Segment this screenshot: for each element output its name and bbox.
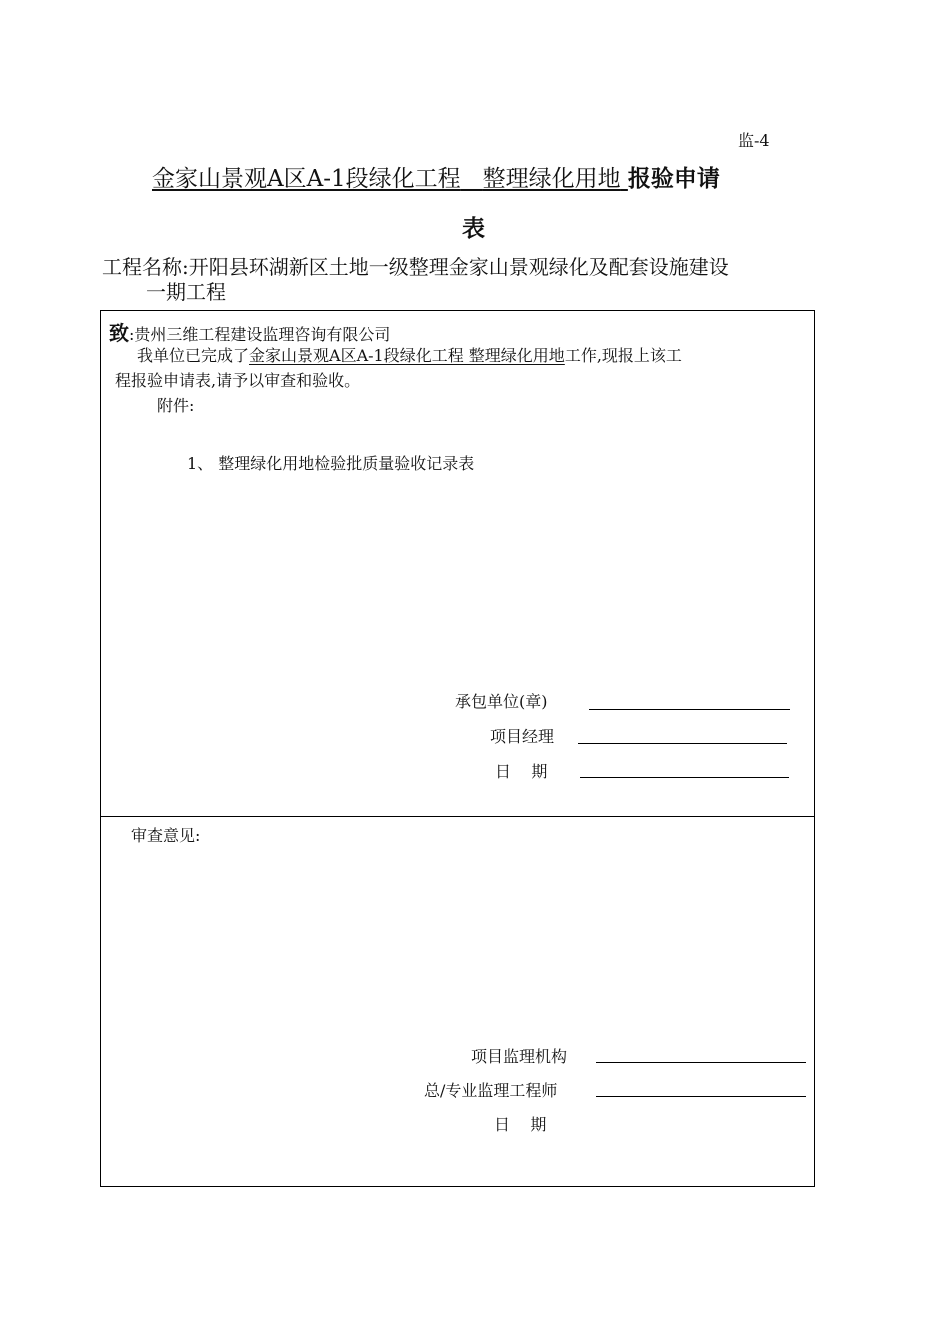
contractor-unit-label: 承包单位(章) [455,692,548,711]
supervising-engineer-label: 总/专业监理工程师 [424,1081,558,1100]
project-label: 工程名称: [102,255,189,279]
title-suffix: 报验申请 [627,166,720,192]
form-number: 监-4 [738,131,770,150]
form-title-line2: 表 [462,216,485,242]
contractor-date-label: 日 期 [495,762,548,781]
body-work-item: 金家山景观A区A-1段绿化工程 整理绿化用地 [249,346,565,365]
application-form-box [100,310,815,1187]
title-gap-2 [621,166,628,192]
section-divider [101,816,814,817]
review-date-label: 日 期 [494,1115,547,1134]
supervision-org-label: 项目监理机构 [471,1047,568,1066]
form-title [152,160,720,193]
request-body-line1 [137,343,682,366]
contractor-unit-signature-line[interactable] [589,709,790,710]
contractor-date-line[interactable] [580,777,789,778]
project-name-line2: 一期工程 [146,280,226,304]
title-project: 金家山景观A区A-1段绿化工程 [152,166,461,192]
project-manager-label: 项目经理 [490,727,555,746]
request-body-line2: 程报验申请表,请予以审查和验收。 [115,371,361,390]
to-value: :贵州三维工程建设监理咨询有限公司 [129,325,391,344]
addressee [109,317,390,346]
attachment-item: 1、 整理绿化用地检验批质量验收记录表 [187,454,475,473]
review-opinion-label: 审查意见: [131,826,201,845]
project-name: 开阳县环湖新区土地一级整理金家山景观绿化及配套设施建设 [188,255,729,279]
title-item: 整理绿化用地 [482,166,621,192]
supervising-engineer-signature-line[interactable] [596,1096,806,1097]
title-gap [461,166,483,192]
project-manager-signature-line[interactable] [578,743,787,744]
body-prefix: 我单位已完成了 [137,346,250,365]
body-suffix: 工作,现报上该工 [564,346,682,365]
supervision-org-signature-line[interactable] [596,1062,806,1063]
attachment-label: 附件: [157,396,195,415]
to-label: 致 [109,321,129,345]
